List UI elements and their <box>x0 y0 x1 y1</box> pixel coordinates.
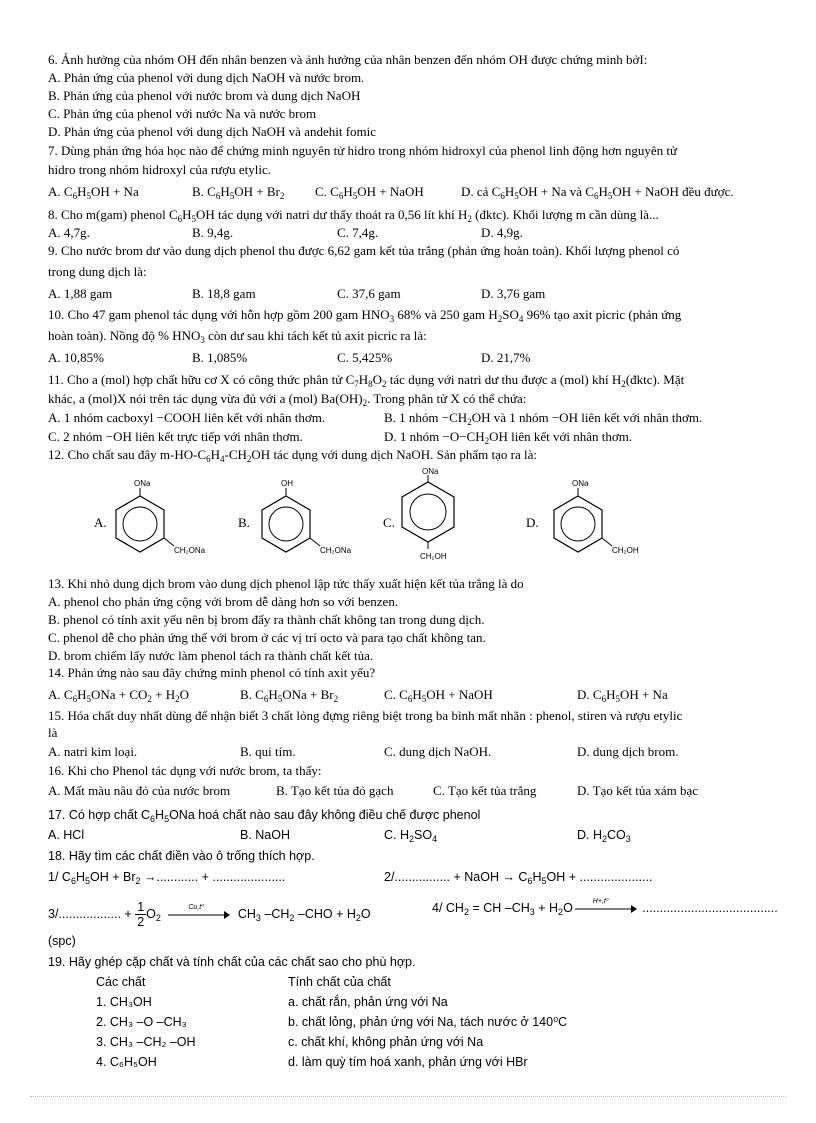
q6-option-b: B. Phản ứng của phenol với nước brom và dung dịch NaOH <box>48 88 361 103</box>
q7-question-line2: hidro trong nhóm hidroxyl của rượu etylic. <box>48 162 271 177</box>
q8-option-d: D. 4,9g. <box>481 225 523 240</box>
q14-option-b: B. $C_6H_5ONa + Br_2$ <box>240 687 339 704</box>
substituent-ch2ona: CH₂ONa <box>174 546 206 555</box>
substituent-ona: ONa <box>572 479 589 488</box>
q17-option-a: A. HCl <box>48 828 85 842</box>
q19-property-b: b. chất lỏng, phản ứng với Na, tách nước ở 140⁰C <box>288 1015 568 1029</box>
q7-option-a: A. $C_6H_5OH + Na$ <box>48 184 139 201</box>
q17-question: 17. Có hợp chất $C_6H_5ONa$ hoá chất nào sau đây không điều chế được phenol <box>48 808 481 824</box>
q6-option-d: D. Phản ứng của phenol với dung dịch NaOH và andehit fomic <box>48 124 377 139</box>
q17-option-b: B. NaOH <box>240 828 291 842</box>
q12-label-a: A. <box>94 515 107 530</box>
spc-note: (spc) <box>48 934 76 948</box>
q10-question-line2: hoàn toàn). Nồng độ % $HNO_3$ còn dư sau khi tách kết tủ axit picric ra là: <box>48 328 427 345</box>
q19-compound-2: 2. CH₃ –O –CH₃ <box>96 1015 187 1029</box>
q13-option-a: A. phenol cho phản ứng cộng với brom dễ dàng hơn so với benzen. <box>48 594 399 609</box>
q15-option-b: B. qui tím. <box>240 744 296 759</box>
q13-question: 13. Khi nhỏ dung dịch brom vào dung dịch phenol lập tức thấy xuất hiện kết tủa trắng là do <box>48 576 524 591</box>
q7-option-d: D. cả $C_6H_5OH + Na$ và $C_6H_5OH$ + NaOH đều được. <box>461 184 734 201</box>
q6-question: 6. Ảnh hưởng của nhóm OH đến nhân benzen và ảnh hưởng của nhân benzen đến nhóm OH được chứng minh bởI: <box>48 52 648 67</box>
q12-structure-c <box>396 466 476 562</box>
q8-option-b: B. 9,4g. <box>192 225 234 240</box>
q13-option-b: B. phenol có tính axit yếu nên bị brom đẩy ra thành chất không tan trong dung dịch. <box>48 612 485 627</box>
q10-option-a: A. 10,85% <box>48 350 104 365</box>
substituent-oh: OH <box>281 479 293 488</box>
q18-question: 18. Hãy tìm các chất điền vào ô trống thích hợp. <box>48 849 315 863</box>
page-footer-divider <box>30 1096 786 1097</box>
q10-option-c: C. 5,425% <box>337 350 393 365</box>
substituent-ch2ona: CH₂ONa <box>320 546 352 555</box>
fraction-one-half: $\frac{1}{2}$ <box>137 900 145 929</box>
q9-question-line2: trong dung dịch là: <box>48 264 147 279</box>
q18-reaction-3: 3/.................. + $\frac{1}{2}$ $O_2$ Cu,t⁰ $CH_3$ $-CH_2$ $-CHO + H_2O$ <box>48 900 371 929</box>
q11-option-b: B. 1 nhóm $-CH_2OH$ và 1 nhóm −OH liên kết với nhân thơm. <box>384 410 703 427</box>
q15-option-c: C. dung dịch NaOH. <box>384 744 492 759</box>
q10-option-b: B. 1,085% <box>192 350 248 365</box>
substituent-ch2oh: CH₂OH <box>420 552 447 561</box>
q12-structure-d <box>546 478 656 558</box>
q11-option-c: C. 2 nhóm −OH liên kết trực tiếp với nhân thơm. <box>48 429 303 444</box>
q7-option-c: C. $C_6H_5OH$ + NaOH <box>315 184 424 201</box>
q19-header-properties: Tính chất của chất <box>288 975 391 989</box>
q9-option-b: B. 18,8 gam <box>192 286 256 301</box>
q10-question-line1: 10. Cho 47 gam phenol tác dụng với hỗn hợp gồm 200 gam $HNO_3$ 68% và 250 gam $H_2SO_4$ 96% tạo axit picric (phản ứng <box>48 307 682 324</box>
q19-property-c: c. chất khí, không phản ứng với Na <box>288 1035 484 1049</box>
q7-option-b: B. $C_6H_5OH + Br_2$ <box>192 184 285 201</box>
q8-option-c: C. 7,4g. <box>337 225 379 240</box>
q19-header-compounds: Các chất <box>96 975 146 989</box>
q18-reaction-1: 1/ $C_6H_5OH + Br_2$ →............ + ..................... <box>48 870 286 886</box>
q6-option-c: C. Phản ứng của phenol với nước Na và nước brom <box>48 106 317 121</box>
q6-option-a: A. Phản ứng của phenol với dung dịch NaOH và nước brom. <box>48 70 365 85</box>
substituent-ch2oh: CH₂OH <box>612 546 639 555</box>
q11-question-line1: 11. Cho a (mol) hợp chất hữu cơ X có công thức phân tử $C_7H_8O_2$ tác dụng với natri dư thu được a (mol) khí $H_2(đktc)$. Mặt <box>48 372 685 389</box>
q16-option-b: B. Tạo kết tủa đỏ gạch <box>276 783 394 798</box>
q9-option-c: C. 37,6 gam <box>337 286 401 301</box>
q12-question: 12. Cho chất sau đây $m-HO-C_6H_4-CH_2OH$ tác dụng với dung dịch NaOH. Sản phẩm tạo ra là: <box>48 447 538 464</box>
q12-label-c: C. <box>383 515 395 530</box>
q19-compound-1: 1. CH₃OH <box>96 995 152 1009</box>
q18-reaction-2: 2/................ + NaOH → $C_6H_5OH$ + ..................... <box>384 870 653 886</box>
substituent-ona: ONa <box>134 479 151 488</box>
q15-question-line2: là <box>48 725 58 740</box>
q14-option-d: D. $C_6H_5OH + Na$ <box>577 687 668 704</box>
q16-option-a: A. Mất màu nâu đỏ của nước brom <box>48 783 231 798</box>
q12-structure-b <box>254 478 364 558</box>
q8-question: 8. Cho m(gam) phenol $C_6H_5OH$ tác dụng với natri dư thấy thoát ra 0,56 lít khí $H_2$ (đktc). Khối lượng m cần dùng là... <box>48 207 659 224</box>
q19-question: 19. Hãy ghép cặp chất và tính chất của các chất sao cho phù hợp. <box>48 955 416 969</box>
q15-option-a: A. natri kim loại. <box>48 744 138 759</box>
q11-question-line2: khác, a (mol)X nói trên tác dụng vừa đủ với a (mol) $Ba(OH)_2$. Trong phân tử X có thể chứa: <box>48 391 527 408</box>
q11-option-a: A. 1 nhóm cacboxyl −COOH liên kết với nhân thơm. <box>48 410 326 425</box>
q9-option-d: D. 3,76 gam <box>481 286 546 301</box>
q19-compound-3: 3. CH₃ –CH₂ –OH <box>96 1035 196 1049</box>
arrow-catalyst-cu: Cu,t⁰ <box>168 908 230 922</box>
q16-question: 16. Khi cho Phenol tác dụng với nước brom, ta thấy: <box>48 763 322 778</box>
q12-label-b: B. <box>238 515 250 530</box>
arrow-catalyst-h: H+,t⁰ <box>575 902 637 916</box>
q12-structure-a <box>108 478 218 558</box>
q9-option-a: A. 1,88 gam <box>48 286 113 301</box>
q14-option-c: C. $C_6H_5OH$ + NaOH <box>384 687 493 704</box>
q15-question-line1: 15. Hóa chất duy nhất dùng để nhận biết 3 chất lỏng đựng riêng biệt trong ba bình mất nhãn : phenol, stiren và rượu etylic <box>48 708 683 723</box>
q16-option-c: C. Tạo kết tủa trắng <box>433 783 537 798</box>
q19-property-d: d. làm quỳ tím hoá xanh, phản ứng với HBr <box>288 1055 528 1069</box>
q17-option-d: D. $H_2CO_3$ <box>577 828 631 844</box>
q19-compound-4: 4. C₆H₅OH <box>96 1055 157 1069</box>
q18-reaction-4: 4/ $CH_2$ = CH $-CH_3 + H_2O$ H+,t⁰ ....................................... <box>432 897 778 917</box>
q10-option-d: D. 21,7% <box>481 350 531 365</box>
q8-option-a: A. 4,7g. <box>48 225 90 240</box>
q9-question-line1: 9. Cho nước brom dư vào dung dịch phenol thu được 6,62 gam kết tủa trắng (phản ứng hoàn toàn). Khối lượng phenol có <box>48 243 680 258</box>
q16-option-d: D. Tạo kết tủa xám bạc <box>577 783 699 798</box>
q14-option-a: A. $C_6H_5ONa + CO_2 + H_2O$ <box>48 687 190 704</box>
q13-option-d: D. brom chiếm lấy nước làm phenol tách ra thành chất kết tủa. <box>48 648 374 663</box>
q17-option-c: C. $H_2SO_4$ <box>384 828 438 844</box>
q15-option-d: D. dung dịch brom. <box>577 744 679 759</box>
q11-option-d: D. 1 nhóm $-O-CH_2OH$ liên kết với nhân thơm. <box>384 429 633 446</box>
q7-question-line1: 7. Dùng phản ứng hóa học nào để chứng minh nguyên tử hidro trong nhóm hidroxyl của phenol linh động hơn nguyên tử <box>48 143 677 158</box>
substituent-ona: ONa <box>422 467 439 476</box>
q14-question: 14. Phản ứng nào sau đây chứng minh phenol có tính axit yếu? <box>48 665 376 680</box>
q19-property-a: a. chất rắn, phản ứng với Na <box>288 995 448 1009</box>
q13-option-c: C. phenol dễ cho phản ứng thế với brom ở các vị trí octo và para tạo chất không tan. <box>48 630 486 645</box>
q12-label-d: D. <box>526 515 539 530</box>
